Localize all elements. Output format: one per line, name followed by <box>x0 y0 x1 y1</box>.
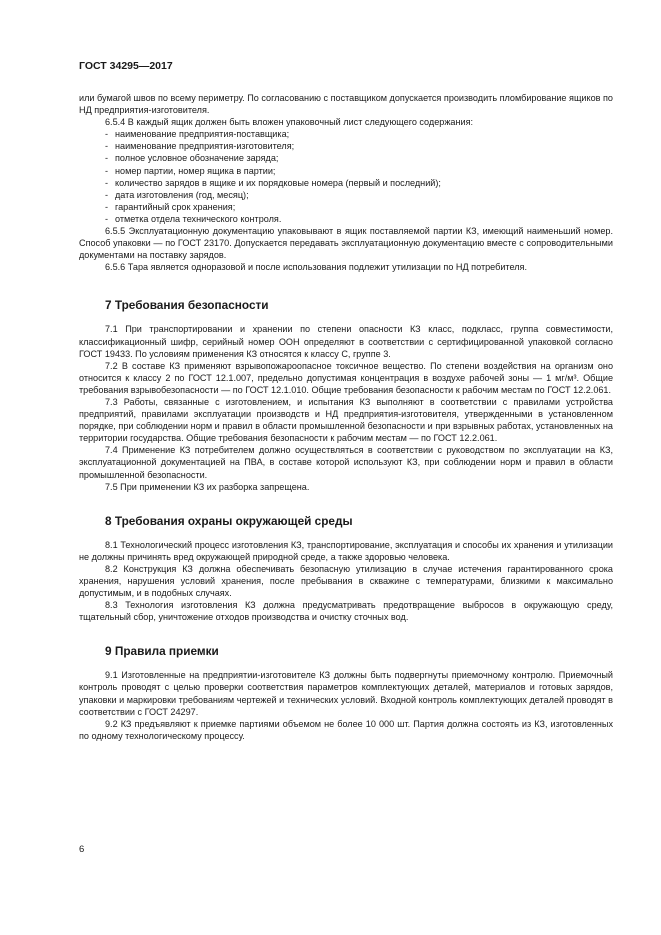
list-item: - отметка отдела технического контроля. <box>105 213 282 224</box>
paragraph: 8.1 Технологический процесс изготовления КЗ, транспортирование, эксплуатация и способы их хранения и утилизации не должны причинять вред окружающей природной среде, а также здоровью человека. <box>79 539 613 562</box>
paragraph: 9.1 Изготовленные на предприятии-изготовителе КЗ должны быть подвергнуты приемочному контролю. Приемочный контроль проводят с целью проверки соответствия параметров комплектующих деталей, материалов и готовых зарядов, упаковки и маркировки требованиям чертежей и технических условий. Входной контроль комплектующих деталей проводят в соответствии с ГОСТ 24297. <box>79 670 613 717</box>
page-number: 6 <box>79 844 85 855</box>
paragraph: 6.5.4 В каждый ящик должен быть вложен упаковочный лист следующего содержания: <box>105 117 474 128</box>
paragraph: 8.3 Технология изготовления КЗ должна предусматривать предотвращение выбросов в окружающую среду, тщательный сбор, уничтожение отходов производства и очистку сточных вод. <box>79 600 613 623</box>
paragraph: 7.4 Применение КЗ потребителем должно осуществляться в соответствии с руководством по эксплуатации на КЗ, эксплуатационной документацией на ПВА, в составе которой используют КЗ, при соблюдении норм и правил в области промышленной безопасности. <box>79 445 613 480</box>
section-7-heading: 7 Требования безопасности <box>105 298 269 313</box>
list-item: - наименование предприятия-поставщика; <box>105 129 290 140</box>
paragraph: или бумагой швов по всему периметру. По согласованию с поставщиком допускается производить пломбирование ящиков по НД предприятия-изготовителя. <box>79 93 613 116</box>
list-item: - дата изготовления (год, месяц); <box>105 189 249 200</box>
packing-list <box>79 128 613 225</box>
page-body <box>79 92 613 742</box>
section-9-heading: 9 Правила приемки <box>105 644 219 659</box>
paragraph: 7.1 При транспортировании и хранении по степени опасности КЗ класс, подкласс, группа совместимости, классификационный шифр, серийный номер ООН определяют в соответствии с сертифицированной упаковкой согласно ГОСТ 19433. По условиям применения КЗ относятся к классу С, группе 3. <box>79 324 613 359</box>
paragraph: 8.2 Конструкция КЗ должна обеспечивать безопасную утилизацию в случае истечения гарантированного срока хранения, нарушения условий хранения, после пребывания в скважине с температурами, близкими к максимально допустимым, и в подобных случаях. <box>79 563 613 599</box>
paragraph: 6.5.6 Тара является одноразовой и после использования подлежит утилизации по НД потребителя. <box>105 262 527 273</box>
section-8-heading: 8 Требования охраны окружающей среды <box>105 513 353 528</box>
list-item: - номер партии, номер ящика в партии; <box>105 165 276 176</box>
list-item: - количество зарядов в ящике и их порядковые номера (первый и последний); <box>105 177 441 188</box>
list-item: - полное условное обозначение заряда; <box>105 153 279 164</box>
list-item: - гарантийный срок хранения; <box>105 201 236 212</box>
paragraph: 7.3 Работы, связанные с изготовлением, и испытания КЗ выполняют в соответствии с правилами устройства предприятий, правилами эксплуатации производств и НД предприятия-изготовителя, утвержденными в установленном порядке, при соблюдении норм и правил в области промышленной безопасности и при взрывных работах, установленных на территории государства. Общие требования безопасности к рабочим местам — по ГОСТ 12.2.061. <box>79 396 613 444</box>
paragraph: 7.5 При применении КЗ их разборка запрещена. <box>105 481 310 492</box>
paragraph: 6.5.5 Эксплуатационную документацию упаковывают в ящик поставляемой партии КЗ, имеющий наименьший номер. Способ упаковки — по ГОСТ 23170. Допускается передавать эксплуатационную документацию вместе с сопроводительными документами на поставку зарядов. <box>79 226 613 261</box>
paragraph: 7.2 В составе КЗ применяют взрывопожароопасное токсичное вещество. По степени воздействия на организм оно относится к классу 2 по ГОСТ 12.1.007, предельно допустимая концентрация в воздухе рабочей зоны — 1 мг/м³. Общие требования взрывобезопасности — по ГОСТ 12.1.010. Общие требования безопасности к рабочим местам по ГОСТ 12.2.061. <box>79 360 613 395</box>
paragraph: 9.2 КЗ предъявляют к приемке партиями объемом не более 10 000 шт. Партия должна состоять из КЗ, изготовленных по одному технологическому процессу. <box>79 718 613 741</box>
document-header: ГОСТ 34295—2017 <box>79 60 173 72</box>
list-item: - наименование предприятия-изготовителя; <box>105 141 295 152</box>
